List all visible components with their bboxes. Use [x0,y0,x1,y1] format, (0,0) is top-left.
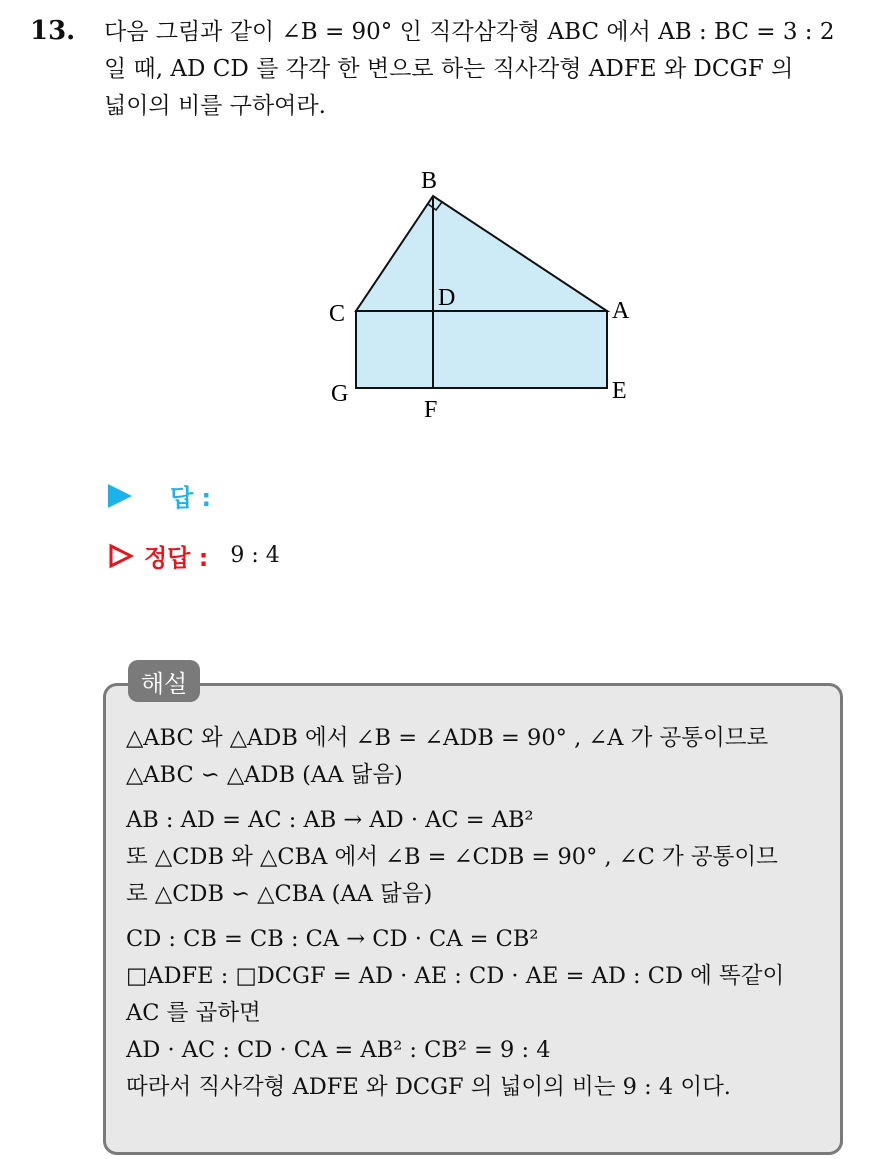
problem-text [104,14,869,125]
label-b: B [421,168,438,194]
problem-line-3: 넓이의 비를 구하여라. [104,93,326,119]
geometry-figure [300,160,660,430]
label-a: A [612,298,630,324]
explanation-line-4: 또 △CDB 와 △CBA 에서 ∠B = ∠CDB = 90° , ∠C 가 공통이므 [126,844,778,870]
correct-answer-label: 정답 : [144,544,209,572]
explanation-line-1: △ABC 와 △ADB 에서 ∠B = ∠ADB = 90° , ∠A 가 공통이므로 [126,725,769,751]
explanation-line-2: △ABC ∽ △ADB (AA 닮음) [126,762,403,788]
outline-triangle-icon [108,543,134,569]
play-triangle-icon [108,484,132,508]
explanation-line-8: AC 를 곱하면 [126,1000,261,1026]
rectangle-gcae [356,311,607,388]
label-g: G [331,381,349,407]
problem-number: 13. [30,16,76,46]
correct-answer-row [108,538,280,573]
explanation-line-7: □ADFE : □DCGF = AD · AE : CD · AE = AD : CD 에 똑같이 [126,963,785,989]
label-f: F [424,397,438,423]
explanation-line-9: AD · AC : CD · CA = AB² : CB² = 9 : 4 [126,1037,551,1063]
explanation-line-5: 로 △CDB ∽ △CBA (AA 닮음) [126,881,433,907]
explanation-tag: 해설 [128,660,200,702]
correct-answer-value: 9 : 4 [230,543,280,568]
explanation-text [126,720,838,1106]
problem-line-1: 다음 그림과 같이 ∠B = 90° 인 직각삼각형 ABC 에서 AB : BC = 3 : 2 [104,19,835,45]
explanation-line-3: AB : AD = AC : AB → AD · AC = AB² [126,807,534,833]
label-c: C [329,301,346,327]
answer-label: 답 : [170,484,212,512]
answer-row [108,478,211,513]
explanation-line-6: CD : CB = CB : CA → CD · CA = CB² [126,926,539,952]
explanation-line-10: 따라서 직사각형 ADFE 와 DCGF 의 넓이의 비는 9 : 4 이다. [126,1074,731,1100]
label-d: D [438,285,456,311]
problem-line-2: 일 때, AD CD 를 각각 한 변으로 하는 직사각형 ADFE 와 DCGF 의 [104,56,794,82]
triangle-abc [356,196,607,311]
label-e: E [612,378,627,404]
